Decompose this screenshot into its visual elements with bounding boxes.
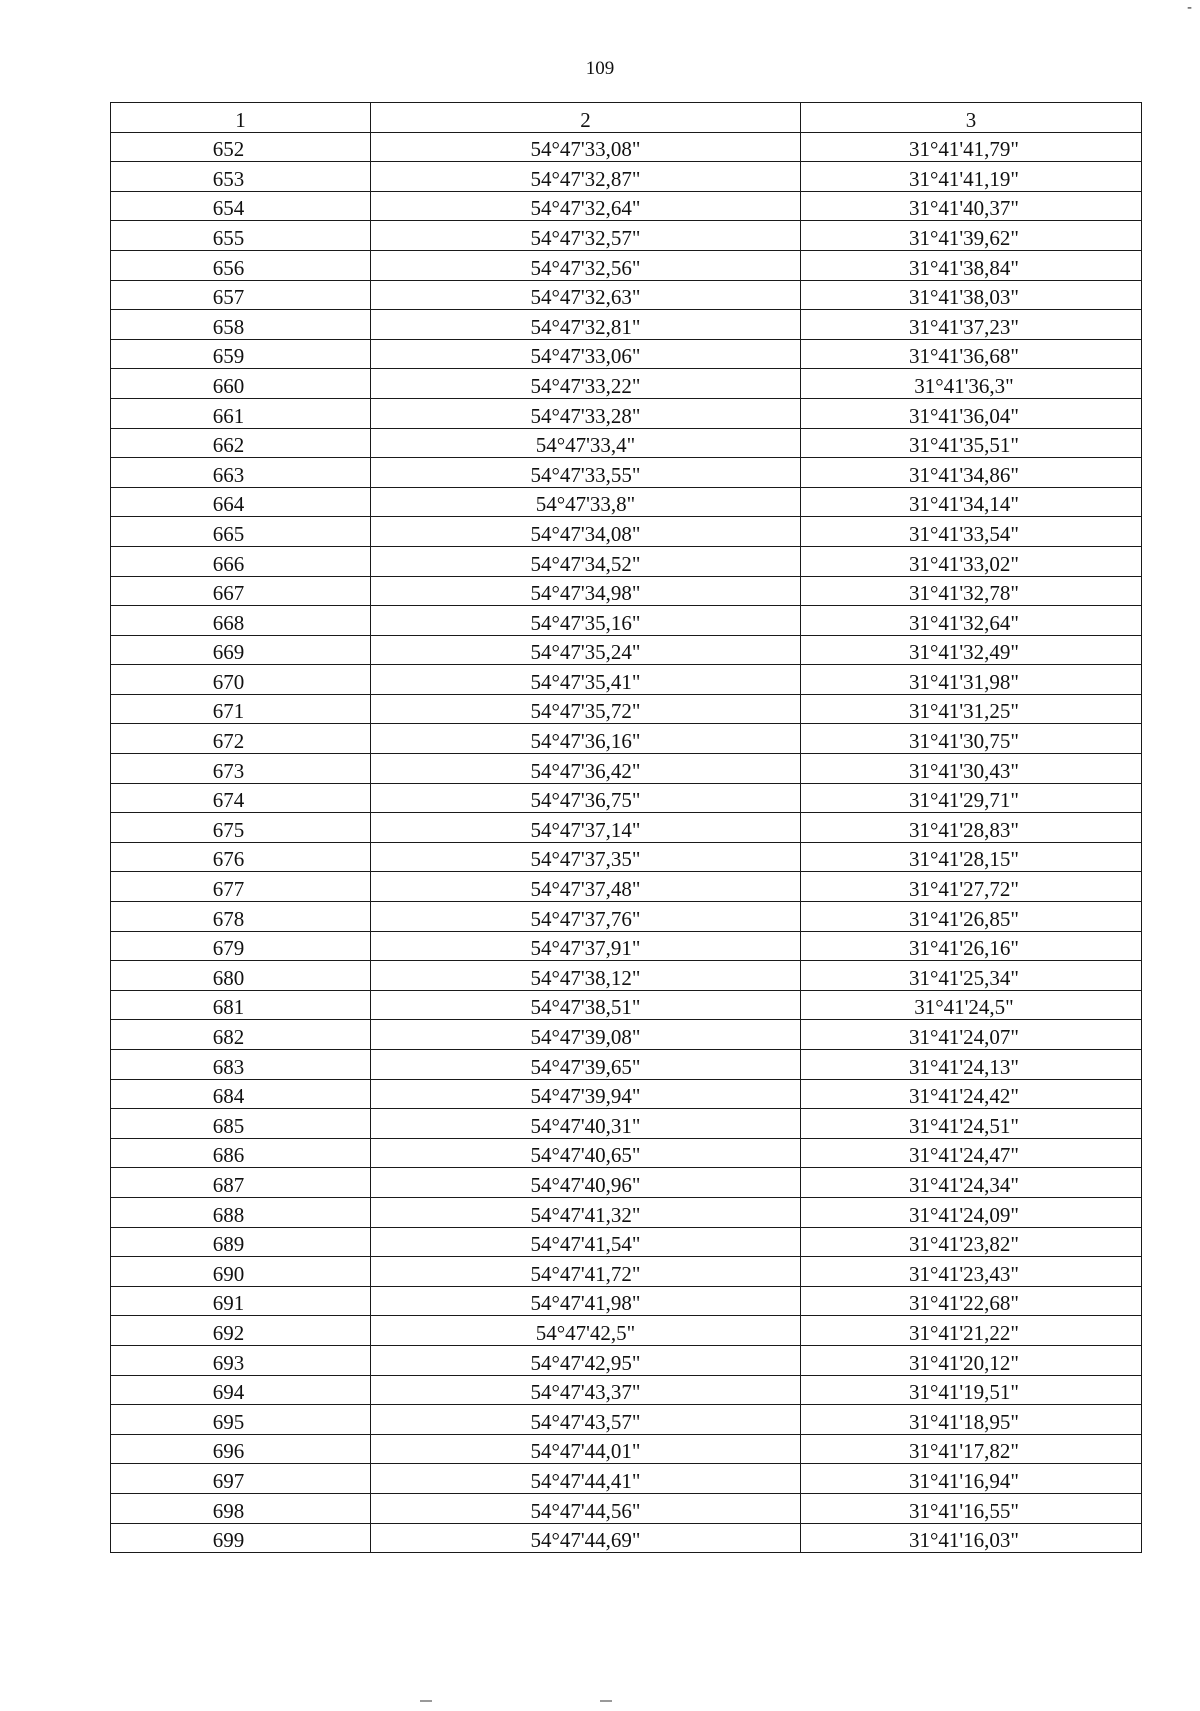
longitude-cell: 31°41'17,82": [801, 1434, 1142, 1464]
table-row: [111, 1227, 1142, 1257]
table-row: [111, 1286, 1142, 1316]
table-row: [111, 132, 1142, 162]
latitude-cell: 54°47'34,98": [371, 576, 801, 606]
point-number-cell: 658: [111, 310, 371, 340]
latitude-cell: 54°47'41,54": [371, 1227, 801, 1257]
longitude-cell: 31°41'36,3": [801, 369, 1142, 399]
table-row: [111, 1316, 1142, 1346]
table-row: [111, 428, 1142, 458]
table-row: [111, 1464, 1142, 1494]
latitude-cell: 54°47'33,8": [371, 487, 801, 517]
latitude-cell: 54°47'32,81": [371, 310, 801, 340]
table-row: [111, 635, 1142, 665]
longitude-cell: 31°41'35,51": [801, 428, 1142, 458]
table-row: [111, 221, 1142, 251]
scan-artifact-mark: [600, 1700, 612, 1702]
latitude-cell: 54°47'44,01": [371, 1434, 801, 1464]
table-row: [111, 369, 1142, 399]
point-number-cell: 699: [111, 1523, 371, 1553]
table-row: [111, 576, 1142, 606]
point-number-cell: 691: [111, 1286, 371, 1316]
point-number-cell: 656: [111, 250, 371, 280]
column-header-3: 3: [801, 103, 1142, 133]
point-number-cell: 683: [111, 1050, 371, 1080]
latitude-cell: 54°47'34,08": [371, 517, 801, 547]
longitude-cell: 31°41'16,03": [801, 1523, 1142, 1553]
point-number-cell: 661: [111, 398, 371, 428]
latitude-cell: 54°47'41,98": [371, 1286, 801, 1316]
point-number-cell: 686: [111, 1138, 371, 1168]
longitude-cell: 31°41'31,25": [801, 694, 1142, 724]
table-row: [111, 694, 1142, 724]
table-row: [111, 191, 1142, 221]
longitude-cell: 31°41'37,23": [801, 310, 1142, 340]
table-header: [111, 103, 1142, 133]
latitude-cell: 54°47'33,22": [371, 369, 801, 399]
table-row: [111, 1138, 1142, 1168]
table-row: [111, 1493, 1142, 1523]
point-number-cell: 681: [111, 990, 371, 1020]
longitude-cell: 31°41'24,34": [801, 1168, 1142, 1198]
point-number-cell: 662: [111, 428, 371, 458]
latitude-cell: 54°47'37,48": [371, 872, 801, 902]
point-number-cell: 685: [111, 1109, 371, 1139]
point-number-cell: 688: [111, 1197, 371, 1227]
longitude-cell: 31°41'16,55": [801, 1493, 1142, 1523]
point-number-cell: 660: [111, 369, 371, 399]
point-number-cell: 687: [111, 1168, 371, 1198]
point-number-cell: 668: [111, 606, 371, 636]
longitude-cell: 31°41'28,15": [801, 842, 1142, 872]
table-row: [111, 1375, 1142, 1405]
longitude-cell: 31°41'30,43": [801, 754, 1142, 784]
table-row: [111, 1523, 1142, 1553]
point-number-cell: 671: [111, 694, 371, 724]
header-row: [111, 103, 1142, 133]
longitude-cell: 31°41'21,22": [801, 1316, 1142, 1346]
point-number-cell: 684: [111, 1079, 371, 1109]
point-number-cell: 653: [111, 162, 371, 192]
latitude-cell: 54°47'33,28": [371, 398, 801, 428]
longitude-cell: 31°41'40,37": [801, 191, 1142, 221]
point-number-cell: 698: [111, 1493, 371, 1523]
latitude-cell: 54°47'40,31": [371, 1109, 801, 1139]
longitude-cell: 31°41'34,14": [801, 487, 1142, 517]
table-row: [111, 1109, 1142, 1139]
point-number-cell: 677: [111, 872, 371, 902]
latitude-cell: 54°47'37,76": [371, 902, 801, 932]
point-number-cell: 673: [111, 754, 371, 784]
longitude-cell: 31°41'34,86": [801, 458, 1142, 488]
latitude-cell: 54°47'44,56": [371, 1493, 801, 1523]
latitude-cell: 54°47'32,64": [371, 191, 801, 221]
point-number-cell: 666: [111, 546, 371, 576]
longitude-cell: 31°41'16,94": [801, 1464, 1142, 1494]
latitude-cell: 54°47'38,12": [371, 961, 801, 991]
table-row: [111, 250, 1142, 280]
table-row: [111, 931, 1142, 961]
point-number-cell: 670: [111, 665, 371, 695]
point-number-cell: 676: [111, 842, 371, 872]
table-row: [111, 872, 1142, 902]
longitude-cell: 31°41'32,64": [801, 606, 1142, 636]
longitude-cell: 31°41'39,62": [801, 221, 1142, 251]
column-header-2: 2: [371, 103, 801, 133]
longitude-cell: 31°41'24,09": [801, 1197, 1142, 1227]
longitude-cell: 31°41'32,78": [801, 576, 1142, 606]
longitude-cell: 31°41'24,42": [801, 1079, 1142, 1109]
point-number-cell: 693: [111, 1345, 371, 1375]
table-row: [111, 902, 1142, 932]
point-number-cell: 652: [111, 132, 371, 162]
latitude-cell: 54°47'36,42": [371, 754, 801, 784]
longitude-cell: 31°41'24,51": [801, 1109, 1142, 1139]
latitude-cell: 54°47'37,91": [371, 931, 801, 961]
table-row: [111, 1345, 1142, 1375]
latitude-cell: 54°47'39,94": [371, 1079, 801, 1109]
longitude-cell: 31°41'36,68": [801, 339, 1142, 369]
table-row: [111, 724, 1142, 754]
longitude-cell: 31°41'27,72": [801, 872, 1142, 902]
point-number-cell: 694: [111, 1375, 371, 1405]
latitude-cell: 54°47'39,65": [371, 1050, 801, 1080]
point-number-cell: 689: [111, 1227, 371, 1257]
table-row: [111, 487, 1142, 517]
latitude-cell: 54°47'35,72": [371, 694, 801, 724]
latitude-cell: 54°47'33,55": [371, 458, 801, 488]
table-row: [111, 813, 1142, 843]
longitude-cell: 31°41'23,43": [801, 1257, 1142, 1287]
latitude-cell: 54°47'33,4": [371, 428, 801, 458]
longitude-cell: 31°41'25,34": [801, 961, 1142, 991]
table-row: [111, 606, 1142, 636]
longitude-cell: 31°41'20,12": [801, 1345, 1142, 1375]
coordinate-table: [110, 102, 1142, 1553]
longitude-cell: 31°41'31,98": [801, 665, 1142, 695]
latitude-cell: 54°47'37,14": [371, 813, 801, 843]
latitude-cell: 54°47'38,51": [371, 990, 801, 1020]
latitude-cell: 54°47'43,37": [371, 1375, 801, 1405]
longitude-cell: 31°41'38,03": [801, 280, 1142, 310]
longitude-cell: 31°41'41,79": [801, 132, 1142, 162]
table-row: [111, 990, 1142, 1020]
longitude-cell: 31°41'18,95": [801, 1405, 1142, 1435]
latitude-cell: 54°47'39,08": [371, 1020, 801, 1050]
table-row: [111, 842, 1142, 872]
longitude-cell: 31°41'28,83": [801, 813, 1142, 843]
latitude-cell: 54°47'32,57": [371, 221, 801, 251]
table-row: [111, 310, 1142, 340]
table-row: [111, 1257, 1142, 1287]
longitude-cell: 31°41'33,02": [801, 546, 1142, 576]
longitude-cell: 31°41'38,84": [801, 250, 1142, 280]
longitude-cell: 31°41'29,71": [801, 783, 1142, 813]
table-row: [111, 339, 1142, 369]
latitude-cell: 54°47'35,16": [371, 606, 801, 636]
longitude-cell: 31°41'24,13": [801, 1050, 1142, 1080]
point-number-cell: 692: [111, 1316, 371, 1346]
point-number-cell: 675: [111, 813, 371, 843]
longitude-cell: 31°41'26,85": [801, 902, 1142, 932]
table-row: [111, 546, 1142, 576]
table-row: [111, 1405, 1142, 1435]
latitude-cell: 54°47'37,35": [371, 842, 801, 872]
table-row: [111, 458, 1142, 488]
longitude-cell: 31°41'22,68": [801, 1286, 1142, 1316]
point-number-cell: 697: [111, 1464, 371, 1494]
point-number-cell: 654: [111, 191, 371, 221]
latitude-cell: 54°47'32,63": [371, 280, 801, 310]
latitude-cell: 54°47'32,56": [371, 250, 801, 280]
longitude-cell: 31°41'32,49": [801, 635, 1142, 665]
table-row: [111, 517, 1142, 547]
page-number: 109: [585, 58, 615, 79]
latitude-cell: 54°47'44,69": [371, 1523, 801, 1553]
point-number-cell: 655: [111, 221, 371, 251]
latitude-cell: 54°47'32,87": [371, 162, 801, 192]
longitude-cell: 31°41'23,82": [801, 1227, 1142, 1257]
longitude-cell: 31°41'36,04": [801, 398, 1142, 428]
point-number-cell: 659: [111, 339, 371, 369]
table-row: [111, 280, 1142, 310]
table-row: [111, 1050, 1142, 1080]
longitude-cell: 31°41'33,54": [801, 517, 1142, 547]
point-number-cell: 696: [111, 1434, 371, 1464]
latitude-cell: 54°47'35,24": [371, 635, 801, 665]
point-number-cell: 657: [111, 280, 371, 310]
latitude-cell: 54°47'33,08": [371, 132, 801, 162]
latitude-cell: 54°47'43,57": [371, 1405, 801, 1435]
point-number-cell: 690: [111, 1257, 371, 1287]
table-row: [111, 162, 1142, 192]
point-number-cell: 663: [111, 458, 371, 488]
latitude-cell: 54°47'41,32": [371, 1197, 801, 1227]
point-number-cell: 667: [111, 576, 371, 606]
point-number-cell: 669: [111, 635, 371, 665]
table-row: [111, 398, 1142, 428]
longitude-cell: 31°41'24,47": [801, 1138, 1142, 1168]
table-row: [111, 1434, 1142, 1464]
latitude-cell: 54°47'40,96": [371, 1168, 801, 1198]
scan-artifact-mark: [420, 1700, 432, 1702]
point-number-cell: 674: [111, 783, 371, 813]
point-number-cell: 695: [111, 1405, 371, 1435]
point-number-cell: 665: [111, 517, 371, 547]
latitude-cell: 54°47'44,41": [371, 1464, 801, 1494]
longitude-cell: 31°41'30,75": [801, 724, 1142, 754]
table-row: [111, 1197, 1142, 1227]
latitude-cell: 54°47'40,65": [371, 1138, 801, 1168]
longitude-cell: 31°41'26,16": [801, 931, 1142, 961]
table-row: [111, 783, 1142, 813]
table-row: [111, 1020, 1142, 1050]
latitude-cell: 54°47'33,06": [371, 339, 801, 369]
table-row: [111, 1079, 1142, 1109]
point-number-cell: 664: [111, 487, 371, 517]
latitude-cell: 54°47'35,41": [371, 665, 801, 695]
latitude-cell: 54°47'36,75": [371, 783, 801, 813]
longitude-cell: 31°41'19,51": [801, 1375, 1142, 1405]
longitude-cell: 31°41'41,19": [801, 162, 1142, 192]
scan-corner-mark: -: [1186, 0, 1192, 16]
point-number-cell: 672: [111, 724, 371, 754]
point-number-cell: 678: [111, 902, 371, 932]
table-row: [111, 1168, 1142, 1198]
longitude-cell: 31°41'24,07": [801, 1020, 1142, 1050]
column-header-1: 1: [111, 103, 371, 133]
point-number-cell: 680: [111, 961, 371, 991]
table-row: [111, 754, 1142, 784]
latitude-cell: 54°47'42,95": [371, 1345, 801, 1375]
latitude-cell: 54°47'41,72": [371, 1257, 801, 1287]
latitude-cell: 54°47'42,5": [371, 1316, 801, 1346]
point-number-cell: 679: [111, 931, 371, 961]
longitude-cell: 31°41'24,5": [801, 990, 1142, 1020]
latitude-cell: 54°47'34,52": [371, 546, 801, 576]
table-row: [111, 961, 1142, 991]
table-body: [111, 132, 1142, 1553]
table-row: [111, 665, 1142, 695]
latitude-cell: 54°47'36,16": [371, 724, 801, 754]
point-number-cell: 682: [111, 1020, 371, 1050]
